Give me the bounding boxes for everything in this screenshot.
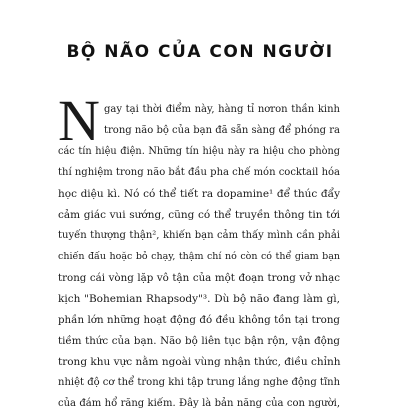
chapter-title: BỘ NÃO CỦA CON NGƯỜI [66,42,334,62]
paragraph-line: của đám hổ răng kiếm. Đây là bản năng của con người, [58,398,340,409]
paragraph-line: trong cái vòng lặp vô tận của một đoạn trong vở nhạc [58,272,340,284]
paragraph-line: tuyến thượng thận², khiến bạn cảm thấy mình cần phải [58,230,340,241]
paragraph-line: nhiệt độ cơ thể trong khi tập trung lắng nghe động tĩnh [58,377,341,388]
paragraph-line: trong não bộ của bạn đã sẵn sàng để phóng ra [104,125,340,136]
paragraph-line: cảm giác vui sướng, cũng có thể truyền thông tin tới [58,209,340,221]
paragraph-line: các tín hiệu điện. Những tín hiệu này ra hiệu cho phòng [58,146,340,157]
paragraph-line: chiến đấu hoặc bỏ chạy, thậm chí nó còn có thể giam bạn [58,251,340,262]
paragraph-line: kịch "Bohemian Rhapsody"³. Dù bộ não đang làm gì, [58,293,340,305]
paragraph-line: thí nghiệm trong não bắt đầu pha chế món cocktail hóa [58,167,340,178]
paragraph-line: học diệu kì. Nó có thể tiết ra dopamine¹ để thúc đẩy [58,188,340,200]
paragraph-line: tiềm thức của bạn. Não bộ liên tục bận rộn, vận động [58,335,340,347]
drop-cap: N [58,88,100,153]
paragraph-line: gay tại thời điểm này, hàng tỉ nơron thần kinh [104,104,340,115]
paragraph-line: phần lớn những hoạt động đó đều không tồn tại trong [58,314,340,326]
paragraph-line: trong khu vực nằm ngoài vùng nhận thức, điều chỉnh [58,356,341,368]
